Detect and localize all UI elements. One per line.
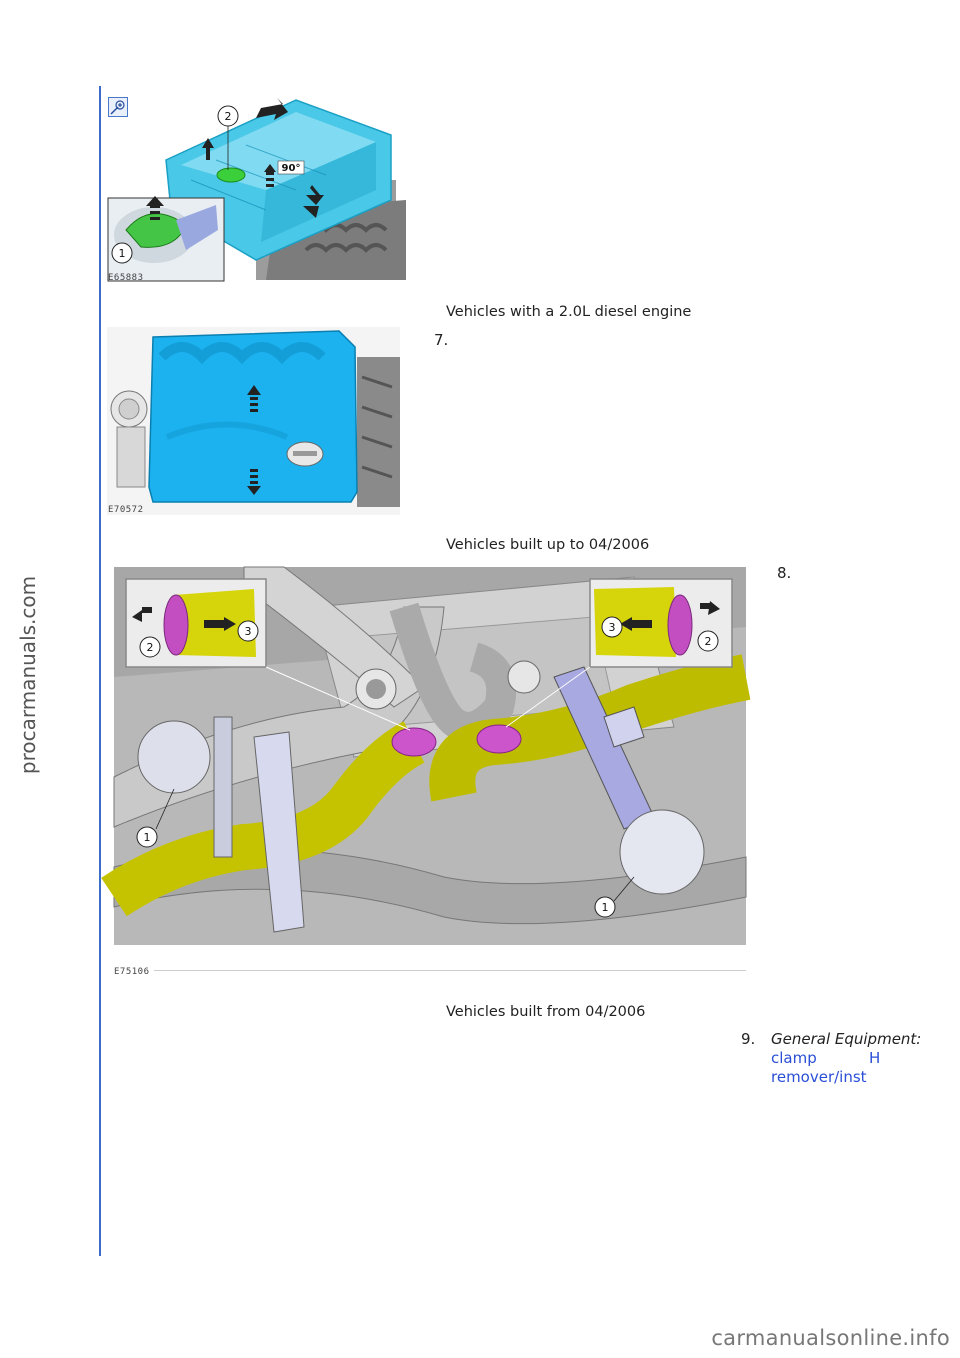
figure-id: E65883 (108, 273, 144, 283)
figure-hose-clamps (114, 567, 746, 945)
callout-1: 1 (143, 831, 151, 844)
figure-id: E70572 (108, 505, 144, 515)
angle-label: 90° (281, 163, 301, 174)
callout-2: 2 (146, 641, 154, 654)
callout-1: 1 (601, 901, 609, 914)
step-number-7: 7. (434, 331, 449, 349)
callout-3: 3 (608, 621, 616, 634)
figure-engine-cover-blue (107, 327, 400, 515)
callout-2: 2 (224, 110, 232, 123)
equipment-link-line-2[interactable]: clamp (771, 1049, 817, 1067)
caption-from-2006: Vehicles built from 04/2006 (446, 1004, 646, 1020)
caption-diesel: Vehicles with a 2.0L diesel engine (446, 304, 692, 320)
callout-1: 1 (118, 247, 126, 260)
footer-watermark: carmanualsonline.info (711, 1326, 950, 1350)
step-9-body (771, 1030, 922, 1087)
side-watermark: procarmanuals.com (16, 575, 40, 775)
callout-3: 3 (244, 625, 252, 638)
figure-divider (114, 970, 746, 971)
step-number-9: 9. (741, 1030, 756, 1048)
general-equipment-label: General Equipment: (771, 1030, 922, 1048)
figure-engine-cover-diesel (106, 90, 406, 285)
step-9 (741, 1030, 922, 1110)
caption-up-to-2006: Vehicles built up to 04/2006 (446, 537, 650, 553)
callout-2: 2 (704, 635, 712, 648)
left-rule (99, 86, 101, 1256)
step-number-8: 8. (777, 564, 792, 582)
equipment-link-line-3[interactable]: remover/inst (771, 1068, 867, 1086)
figure-id: E75106 (114, 967, 154, 977)
equipment-link-line-1[interactable]: H (869, 1049, 881, 1067)
